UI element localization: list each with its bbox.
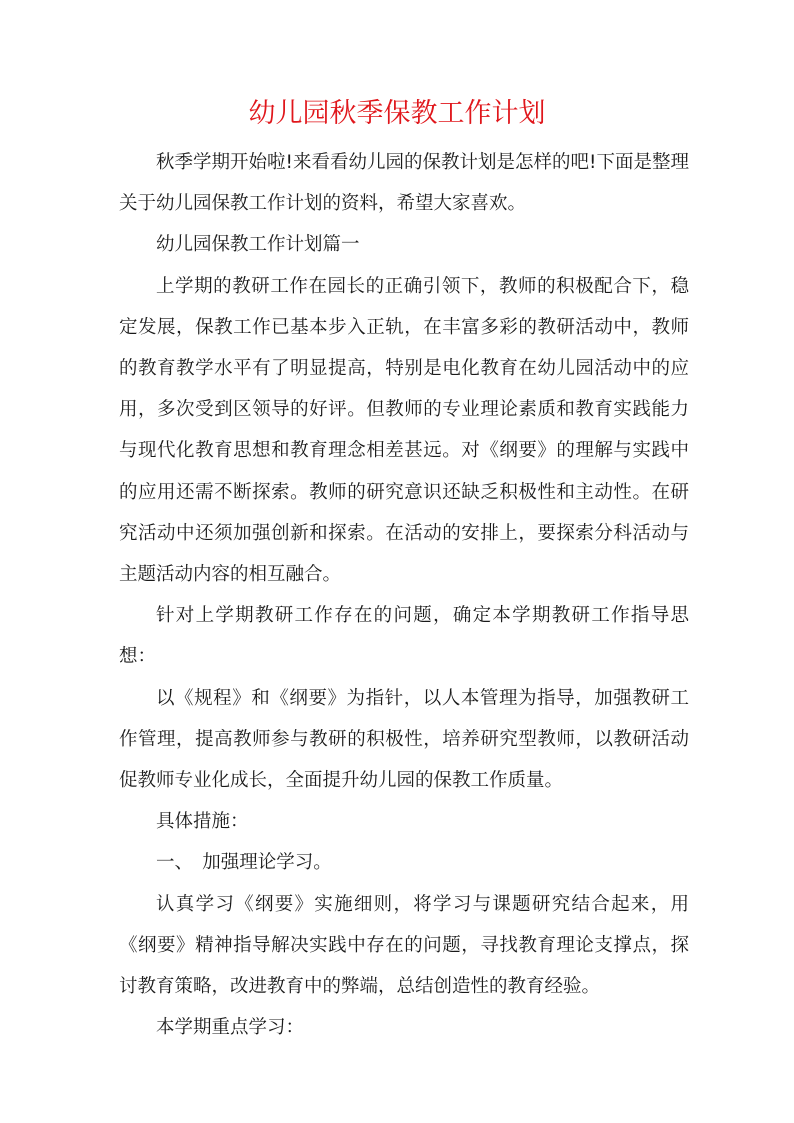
body-paragraph: 认真学习《纲要》实施细则，将学习与课题研究结合起来，用《纲要》精神指导解决实践中存在的问题，寻找教育理论支撑点，探讨教育策略，改进教育中的弊端，总结创造性的教育经验。 — [119, 893, 689, 998]
list-heading: 一、 加强理论学习。 — [156, 852, 332, 874]
document-title: 幼儿园秋季保教工作计划 — [248, 98, 546, 129]
intro-paragraph: 秋季学期开始啦!来看看幼儿园的保教计划是怎样的吧!下面是整理关于幼儿园保教工作计划的资料，希望大家喜欢。 — [119, 152, 689, 215]
subheading: 本学期重点学习： — [156, 1017, 305, 1039]
body-paragraph: 以《规程》和《纲要》为指针，以人本管理为指导，加强教研工作管理，提高教师参与教研的积极性，培养研究型教师，以教研活动促教师专业化成长，全面提升幼儿园的保教工作质量。 — [119, 687, 689, 792]
section-heading: 幼儿园保教工作计划篇一 — [156, 234, 360, 256]
subheading: 具体措施： — [156, 811, 249, 833]
document-body — [119, 142, 689, 1048]
body-paragraph: 针对上学期教研工作存在的问题，确定本学期教研工作指导思想： — [119, 605, 689, 668]
body-paragraph: 上学期的教研工作在园长的正确引领下，教师的积极配合下，稳定发展，保教工作已基本步入正轨，在丰富多彩的教研活动中，教师的教育教学水平有了明显提高，特别是电化教育在幼儿园活动中的应用，多次受到区领导的好评。但教师的专业理论素质和教育实践能力与现代化教育思想和教育理念相差甚远。对《纲要》的理解与实践中的应用还需不断探索。教师的研究意识还缺乏积极性和主动性。在研究活动中还须加强创新和探索。在活动的安排上，要探索分科活动与主题活动内容的相互融合。 — [119, 275, 689, 586]
